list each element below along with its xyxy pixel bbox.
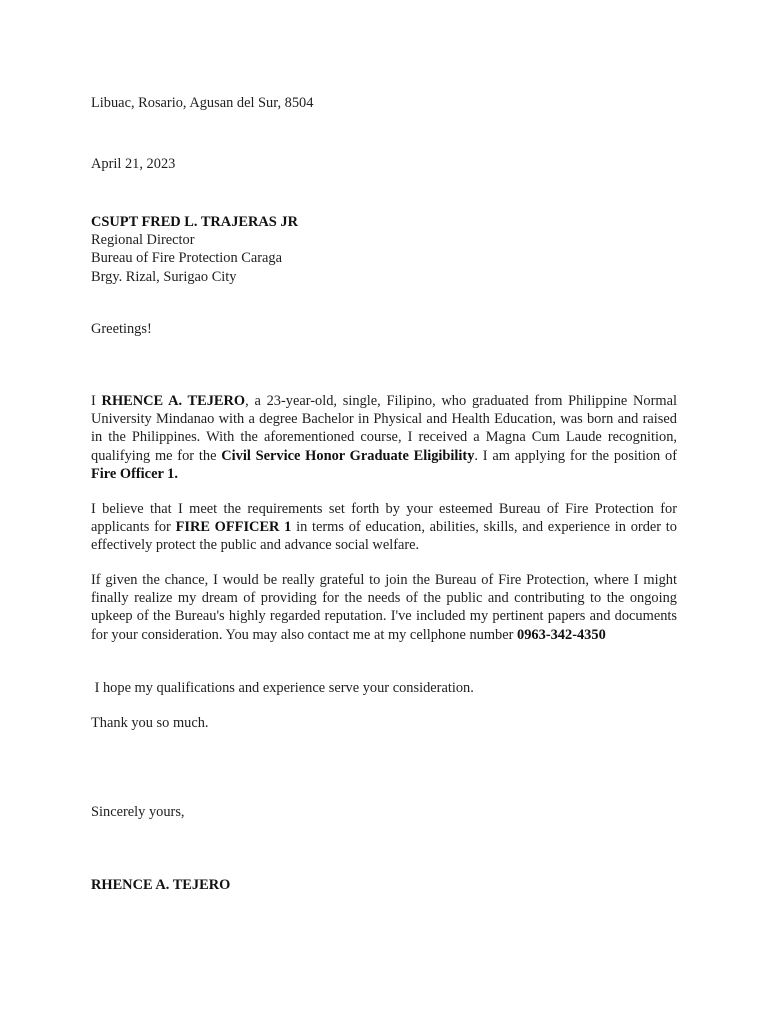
- greeting: Greetings!: [91, 321, 152, 337]
- cellphone-number: 0963-342-4350: [517, 626, 606, 643]
- body-paragraph-hope: I hope my qualifications and experience serve your consideration.: [91, 680, 474, 696]
- body-paragraph-contact: [91, 571, 677, 644]
- recipient-block: [91, 213, 677, 286]
- intro-text-1: I: [91, 393, 102, 409]
- recipient-name: CSUPT FRED L. TRAJERAS JR: [91, 214, 298, 230]
- requirements-text-2: in terms of education, abilities, skills, and experience in order to effectively protect the public and advance social welfare.: [91, 519, 677, 554]
- intro-text-2: , a 23-year-old, single, Filipino, who graduated from Philippine Normal University Mindanao with a degree Bachelor in Physical and Health Education, was born and raised in the Philippines. With the aforementioned course, I received a Magna Cum Laude recognition, qualifying me for the: [91, 393, 678, 464]
- letter-date: April 21, 2023: [91, 156, 176, 172]
- body-paragraph-thanks: Thank you so much.: [91, 715, 209, 731]
- recipient-address: Brgy. Rizal, Surigao City: [91, 268, 237, 285]
- sender-address: Libuac, Rosario, Agusan del Sur, 8504: [91, 95, 314, 111]
- applicant-name: RHENCE A. TEJERO: [101, 393, 246, 409]
- eligibility-name: Civil Service Honor Graduate Eligibility: [221, 447, 475, 464]
- requirements-text-1: I believe that I meet the requirements set forth by your esteemed Bureau of Fire Protection for applicants for: [91, 501, 677, 536]
- signature-name: RHENCE A. TEJERO: [91, 877, 231, 893]
- body-paragraph-requirements: [91, 500, 677, 555]
- recipient-office: Bureau of Fire Protection Caraga: [91, 250, 283, 267]
- contact-text: If given the chance, I would be really grateful to join the Bureau of Fire Protection, where I might finally realize my dream of providing for the needs of the public and contributing to the ongoing upkeep of the Bureau's highly regarded reputation. I've included my pertinent papers and documents for your consideration. You may also contact me at my cellphone number: [91, 572, 677, 643]
- applied-position: Fire Officer 1.: [91, 465, 178, 482]
- intro-text-3: . I am applying for the position of: [474, 447, 677, 464]
- closing: Sincerely yours,: [91, 804, 185, 820]
- body-paragraph-intro: [91, 392, 677, 483]
- requirements-position: FIRE OFFICER 1: [175, 519, 292, 536]
- recipient-position: Regional Director: [91, 232, 195, 249]
